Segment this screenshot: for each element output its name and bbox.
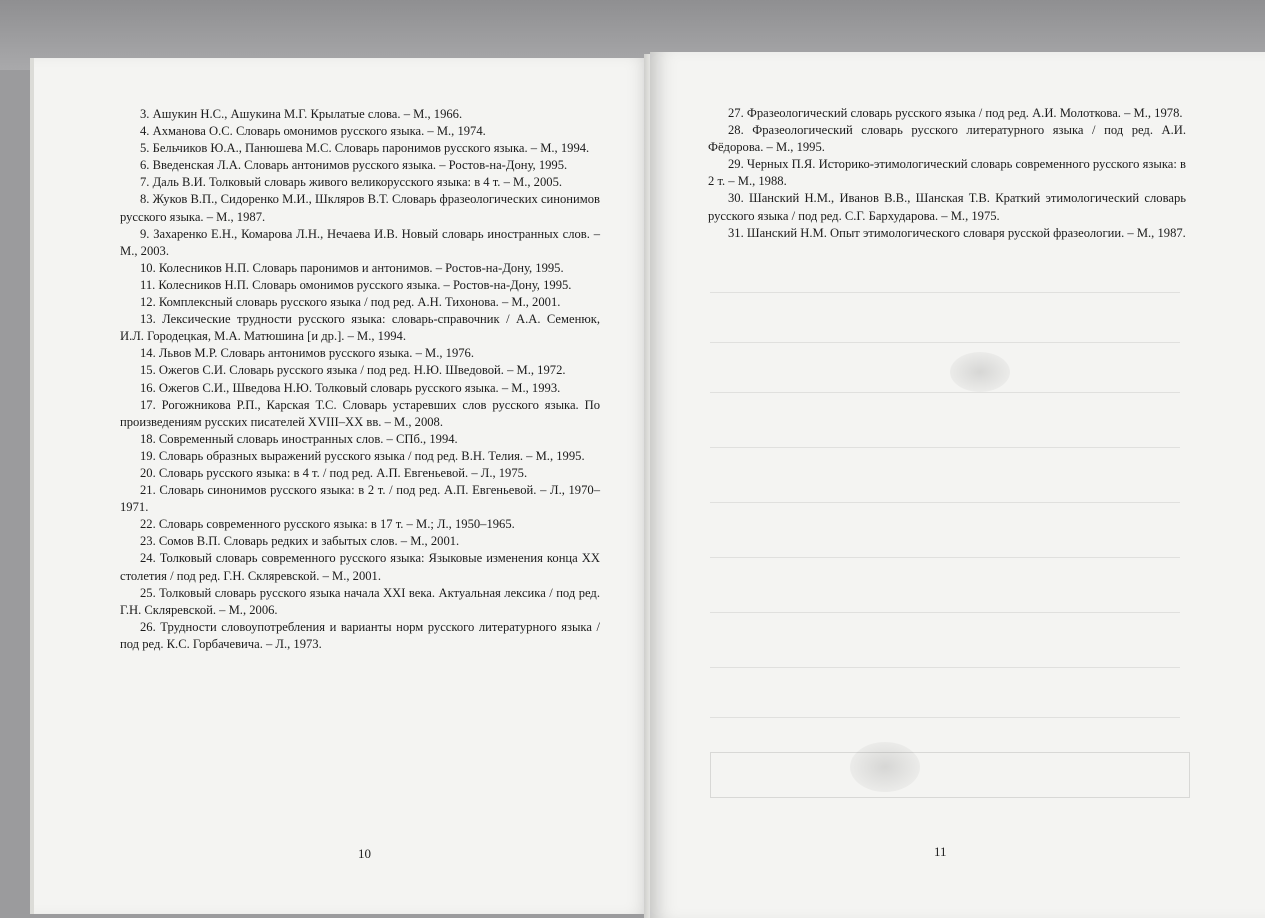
- bleed-through-line: [710, 667, 1180, 668]
- bleed-through-line: [710, 612, 1180, 613]
- bibliography-entry: 4. Ахманова О.С. Словарь омонимов русского языка. – М., 1974.: [140, 124, 486, 139]
- left-page: [30, 58, 654, 914]
- bibliography-entry: 31. Шанский Н.М. Опыт этимологического словаря русской фразеологии. – М., 1987.: [728, 225, 1186, 240]
- bibliography-entry: 7. Даль В.И. Толковый словарь живого великорусского языка: в 4 т. – М., 2005.: [140, 175, 563, 190]
- bleed-through-line: [710, 717, 1180, 718]
- bibliography-entry: 20. Словарь русского языка: в 4 т. / под ред. А.П. Евгеньевой. – Л., 1975.: [140, 465, 528, 480]
- bleed-through-line: [710, 447, 1180, 448]
- bibliography-entry: 14. Львов М.Р. Словарь антонимов русского языка. – М., 1976.: [140, 346, 474, 361]
- bibliography-entry: 21. Словарь синонимов русского языка: в 2 т. / под ред. А.П. Евгеньевой. – Л., 1970–1971.: [120, 483, 600, 515]
- page-number: 10: [358, 846, 371, 861]
- stain: [950, 352, 1010, 392]
- bibliography-entry: 27. Фразеологический словарь русского языка / под ред. А.И. Молоткова. – М., 1978.: [728, 106, 1183, 120]
- bibliography-entry: 29. Черных П.Я. Историко-этимологический словарь современного русского языка: в 2 т. – М., 1988.: [708, 157, 1186, 189]
- bibliography-entry: 22. Словарь современного русского языка: в 17 т. – М.; Л., 1950–1965.: [140, 517, 515, 532]
- bibliography-entry: 8. Жуков В.П., Сидоренко М.И., Шкляров В.Т. Словарь фразеологических синонимов русского языка. – М., 1987.: [120, 192, 600, 224]
- bibliography-entry: 9. Захаренко Е.Н., Комарова Л.Н., Нечаева И.В. Новый словарь иностранных слов. – М., 2003.: [120, 226, 600, 258]
- bibliography-entry: 25. Толковый словарь русского языка начала XXI века. Актуальная лексика / под ред. Г.Н. Скляревской. – М., 2006.: [120, 585, 600, 617]
- bibliography-entry: 28. Фразеологический словарь русского литературного языка / под ред. А.И. Фёдорова. – М., 1995.: [708, 123, 1186, 155]
- bibliography-entry: 18. Современный словарь иностранных слов. – СПб., 1994.: [140, 431, 458, 446]
- stain: [850, 742, 920, 792]
- bibliography-entry: 11. Колесников Н.П. Словарь омонимов русского языка. – Ростов-на-Дону, 1995.: [140, 277, 572, 292]
- bibliography-entry: 6. Введенская Л.А. Словарь антонимов русского языка. – Ростов-на-Дону, 1995.: [140, 158, 568, 173]
- bibliography-entry: 24. Толковый словарь современного русского языка: Языковые изменения конца XX столетия / под ред. Г.Н. Скляревской. – М., 2001.: [120, 551, 600, 583]
- bibliography-entry: 23. Сомов В.П. Словарь редких и забытых слов. – М., 2001.: [140, 534, 460, 549]
- bleed-through-line: [710, 292, 1180, 293]
- bibliography-entry: 15. Ожегов С.И. Словарь русского языка / под ред. Н.Ю. Шведовой. – М., 1972.: [140, 363, 566, 378]
- bibliography-entry: 19. Словарь образных выражений русского языка / под ред. В.Н. Телия. – М., 1995.: [140, 448, 585, 463]
- bibliography-entry: 16. Ожегов С.И., Шведова Н.Ю. Толковый словарь русского языка. – М., 1993.: [140, 380, 561, 395]
- bibliography-entry: 3. Ашукин Н.С., Ашукина М.Г. Крылатые слова. – М., 1966.: [140, 107, 463, 121]
- bibliography-entry: 26. Трудности словоупотребления и варианты норм русского литературного языка / под ред. К.С. Горбачевича. – Л., 1973.: [120, 619, 600, 651]
- page-number: 11: [934, 844, 947, 859]
- bibliography-entry: 13. Лексические трудности русского языка: словарь-справочник / А.А. Семенюк, И.Л. Городецкая, М.А. Матюшина [и др.]. – М., 1994.: [120, 312, 600, 344]
- bleed-through-line: [710, 557, 1180, 558]
- bibliography-entry: 5. Бельчиков Ю.А., Панюшева М.С. Словарь паронимов русского языка. – М., 1994.: [140, 141, 590, 156]
- bibliography-entry: 10. Колесников Н.П. Словарь паронимов и антонимов. – Ростов-на-Дону, 1995.: [140, 260, 564, 275]
- bleed-through-table: [710, 752, 1190, 798]
- bibliography-list-left: [120, 106, 600, 653]
- bibliography-entry: 30. Шанский Н.М., Иванов В.В., Шанская Т.В. Краткий этимологический словарь русского языка / под ред. С.Г. Бархударова. – М., 1975.: [708, 191, 1186, 223]
- bibliography-list-right: [708, 105, 1186, 242]
- bleed-through-line: [710, 502, 1180, 503]
- bibliography-entry: 17. Рогожникова Р.П., Карская Т.С. Словарь устаревших слов русского языка. По произведениям русских писателей XVIII–XX вв. – М., 2008.: [120, 397, 600, 429]
- bleed-through-line: [710, 342, 1180, 343]
- right-page: [650, 52, 1265, 918]
- bleed-through-line: [710, 392, 1180, 393]
- bibliography-entry: 12. Комплексный словарь русского языка / под ред. А.Н. Тихонова. – М., 2001.: [140, 295, 561, 310]
